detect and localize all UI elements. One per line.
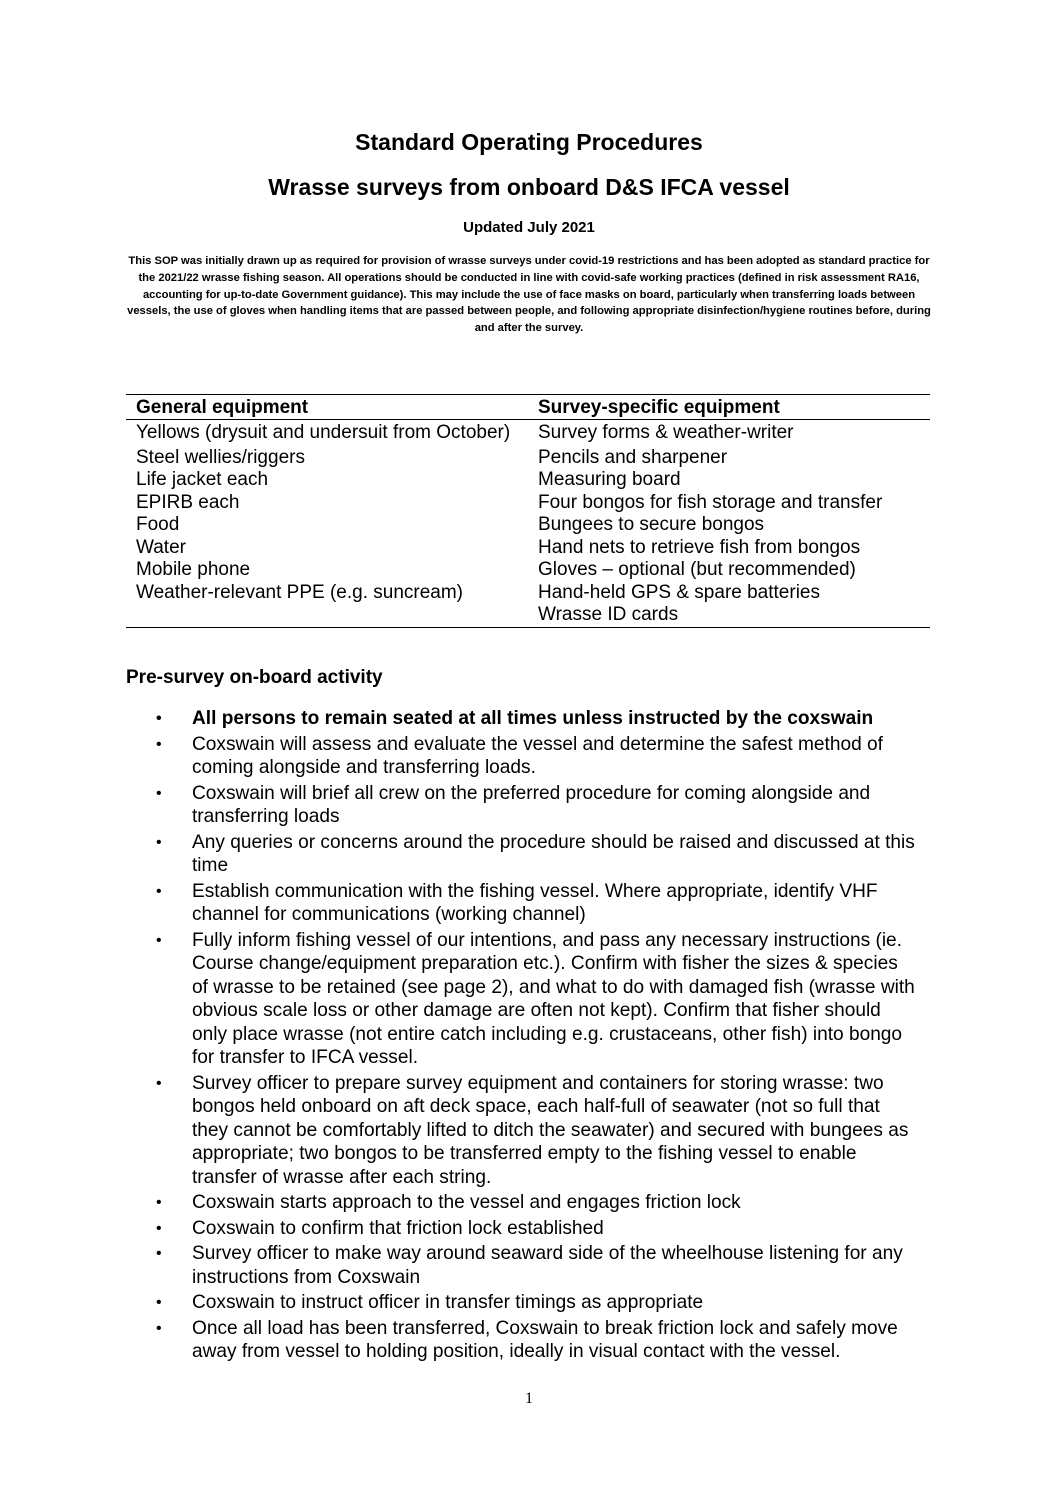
section-heading: Pre-survey on-board activity	[126, 667, 383, 688]
list-item-text: Establish communication with the fishing vessel. Where appropriate, identify VHF channel for communications (working channel)	[192, 880, 878, 925]
list-item	[126, 1072, 916, 1190]
list-item-text: Survey officer to prepare survey equipment and containers for storing wrasse: two bongos held onboard on aft deck space, each half-full of seawater (not so full that they cannot be comfortably lifted to ditch the seawater) and secured with bungees as appropriate; two bongos to be transferred empty to the fishing vessel to enable transfer of wrasse after each string.	[192, 1072, 909, 1188]
list-item	[126, 1217, 916, 1241]
list-item	[126, 1191, 916, 1215]
list-item	[126, 782, 916, 829]
table-row	[126, 559, 930, 582]
list-item-text: Fully inform fishing vessel of our intentions, and pass any necessary instructions (ie. Course change/equipment preparation etc.). Confirm with fisher the sizes & species of wrasse to be retained (see page 2), and what to do with damaged fish (wrasse with obvious scale loss or other damage are often not kept). Confirm that fisher should only place wrasse (not entire catch including e.g. crustaceans, other fish) into bongo for transfer to IFCA vessel.	[192, 929, 915, 1068]
list-item	[126, 880, 916, 927]
general-equipment-cell	[126, 604, 528, 627]
table-row	[126, 537, 930, 560]
page-number: 1	[525, 1390, 533, 1407]
general-equipment-cell: Food	[136, 514, 180, 535]
table-row	[126, 469, 930, 492]
equipment-table	[126, 394, 930, 628]
table-row	[126, 604, 930, 627]
general-equipment-cell: Life jacket each	[136, 469, 269, 490]
survey-equipment-cell: Hand-held GPS & spare batteries	[538, 581, 820, 603]
list-item-text: Coxswain will brief all crew on the preferred procedure for coming alongside and transferring loads	[192, 782, 871, 827]
general-equipment-cell: Water	[136, 536, 186, 558]
list-item-text: Coxswain to confirm that friction lock established	[192, 1217, 604, 1239]
bullet-icon: •	[156, 735, 162, 753]
table-row	[126, 420, 930, 445]
intro-paragraph: This SOP was initially drawn up as required for provision of wrasse surveys under covid-19 restrictions and has been adopted as standard practice for the 2021/22 wrasse fishing season. All operations should be conducted in line with covid-safe working practices (defined in risk assessment RA16, accounting for up-to-date Government guidance). This may include the use of face masks on board, particularly when transferring loads between vessels, the use of gloves when handling items that are passed between people, and following appropriate disinfection/hygiene routines before, during and after the survey.	[127, 255, 931, 335]
bullet-icon: •	[156, 1294, 162, 1311]
general-equipment-cell: Yellows (drysuit and undersuit from October)	[136, 422, 511, 443]
table-row	[126, 582, 930, 605]
bullet-icon: •	[156, 1219, 162, 1237]
list-item	[126, 929, 916, 1070]
list-item-text: Coxswain will assess and evaluate the vessel and determine the safest method of coming alongside and transferring loads.	[192, 733, 883, 778]
table-row	[126, 445, 930, 470]
survey-equipment-cell: Survey forms & weather-writer	[538, 422, 794, 443]
table-header-row	[126, 395, 930, 420]
table-header-general: General equipment	[136, 397, 309, 418]
survey-equipment-cell: Bungees to secure bongos	[538, 514, 765, 535]
general-equipment-cell: Mobile phone	[136, 559, 251, 580]
bullet-icon: •	[156, 710, 162, 727]
list-item	[126, 733, 916, 780]
list-item-text: Any queries or concerns around the procedure should be raised and discussed at this time	[192, 831, 915, 876]
survey-equipment-cell: Pencils and sharpener	[538, 446, 728, 468]
survey-equipment-cell: Four bongos for fish storage and transfer	[538, 491, 883, 513]
equipment-table-body	[126, 420, 930, 628]
bullet-icon: •	[156, 1319, 162, 1337]
survey-equipment-cell: Measuring board	[538, 469, 681, 490]
bullet-icon: •	[156, 882, 162, 900]
list-item-text: Coxswain to instruct officer in transfer timings as appropriate	[192, 1292, 704, 1313]
list-item-text: Once all load has been transferred, Coxswain to break friction lock and safely move away from vessel to holding position, ideally in visual contact with the vessel.	[192, 1317, 898, 1362]
procedure-list	[126, 707, 916, 1366]
list-item	[126, 707, 916, 731]
general-equipment-cell: Weather-relevant PPE (e.g. suncream)	[136, 581, 464, 603]
document-title: Standard Operating Procedures	[355, 129, 703, 155]
bullet-icon: •	[156, 1245, 162, 1262]
bullet-icon: •	[156, 931, 162, 949]
list-item	[126, 831, 916, 878]
bullet-icon: •	[156, 1194, 162, 1211]
table-header-survey: Survey-specific equipment	[538, 397, 780, 418]
survey-equipment-cell: Gloves – optional (but recommended)	[538, 559, 856, 580]
general-equipment-cell: Steel wellies/riggers	[136, 446, 305, 468]
list-item-text: Coxswain starts approach to the vessel and engages friction lock	[192, 1192, 741, 1213]
bullet-icon: •	[156, 833, 162, 851]
table-row	[126, 492, 930, 515]
survey-equipment-cell: Hand nets to retrieve fish from bongos	[538, 536, 861, 558]
list-item	[126, 1291, 916, 1315]
list-item-text: All persons to remain seated at all times unless instructed by the coxswain	[192, 708, 874, 729]
list-item	[126, 1242, 916, 1289]
table-row	[126, 514, 930, 537]
list-item-text: Survey officer to make way around seaward side of the wheelhouse listening for any instructions from Coxswain	[192, 1243, 903, 1288]
bullet-icon: •	[156, 784, 162, 802]
general-equipment-cell: EPIRB each	[136, 491, 240, 513]
survey-equipment-cell: Wrasse ID cards	[538, 604, 679, 625]
document-subtitle: Wrasse surveys from onboard D&S IFCA vessel	[268, 174, 790, 200]
updated-date: Updated July 2021	[463, 219, 595, 236]
list-item	[126, 1317, 916, 1364]
bullet-icon: •	[156, 1074, 162, 1092]
